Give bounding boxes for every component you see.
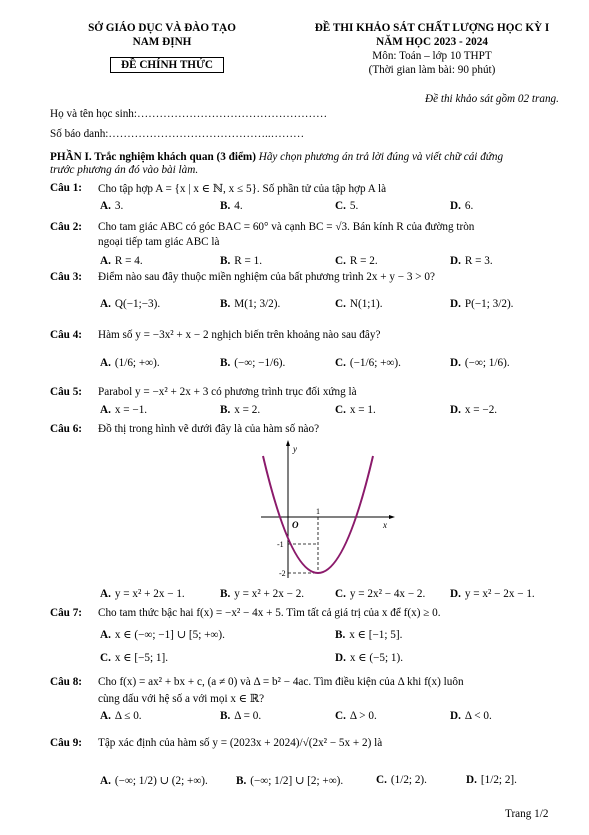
q7-number: Câu 7:: [50, 607, 83, 619]
student-id-field: Số báo danh:……………………………………..………: [50, 128, 305, 140]
q4-option-d: D. (−∞; 1/6).: [450, 357, 510, 369]
q7-option-d: D. x ∈ (−5; 1).: [335, 652, 404, 664]
q6-option-a: A. y = x² + 2x − 1.: [100, 588, 185, 600]
q8-option-c: C. Δ > 0.: [335, 710, 377, 722]
q4-text: Hàm số y = −3x² + x − 2 nghịch biến trên khoảng nào sau đây?: [98, 329, 381, 341]
q9-option-a: A. (−∞; 1/2) ∪ (2; +∞).: [100, 775, 208, 787]
page-number: Trang 1/2: [505, 808, 549, 820]
q2-option-c: C. R = 2.: [335, 255, 378, 267]
q7-option-a: A. x ∈ (−∞; −1] ∪ [5; +∞).: [100, 629, 225, 641]
x-axis-arrow: [389, 515, 395, 519]
q3-option-c: C. N(1;1).: [335, 298, 383, 310]
q6-option-d: D. y = x² − 2x − 1.: [450, 588, 535, 600]
q8-number: Câu 8:: [50, 676, 83, 688]
part1-title: PHẦN I. Trắc nghiệm khách quan (3 điểm): [50, 151, 256, 163]
q2-option-d: D. R = 3.: [450, 255, 493, 267]
q3-number: Câu 3:: [50, 271, 83, 283]
x-label: x: [383, 520, 387, 530]
q1-text: Cho tập hợp A = {x | x ∈ ℕ, x ≤ 5}. Số phần tử của tập hợp A là: [98, 183, 387, 195]
q5-text: Parabol y = −x² + 2x + 3 có phương trình trục đối xứng là: [98, 386, 357, 398]
q5-option-a: A. x = −1.: [100, 404, 148, 416]
q3-text: Điểm nào sau đây thuộc miền nghiệm của bất phương trình 2x + y − 3 > 0?: [98, 271, 435, 283]
tick-x1: 1: [316, 507, 320, 516]
part1-heading: [50, 151, 560, 164]
origin-label: O: [292, 520, 299, 530]
q7-option-b: B. x ∈ [−1; 5].: [335, 629, 403, 641]
q3-option-d: D. P(−1; 3/2).: [450, 298, 514, 310]
q8-option-a: A. Δ ≤ 0.: [100, 710, 142, 722]
q1-option-b: B. 4.: [220, 200, 243, 212]
q1-option-c: C. 5.: [335, 200, 359, 212]
q5-number: Câu 5:: [50, 386, 83, 398]
tick-y-minus2: -2: [279, 569, 286, 578]
part1-instruction-b: trước phương án đó vào bài làm.: [50, 164, 199, 176]
q2-number: Câu 2:: [50, 221, 83, 233]
q8-text: Cho f(x) = ax² + bx + c, (a ≠ 0) và Δ = b² − 4ac. Tìm điều kiện của Δ khi f(x) luôn: [98, 676, 464, 688]
q5-option-c: C. x = 1.: [335, 404, 376, 416]
q8-text-cont: cùng dấu với hệ số a với mọi x ∈ ℝ?: [98, 693, 265, 705]
q9-option-b: B. (−∞; 1/2] ∪ [2; +∞).: [236, 775, 344, 787]
province-name: NAM ĐỊNH: [132, 36, 192, 48]
parabola-graph: [255, 438, 400, 583]
q2-option-a: A. R = 4.: [100, 255, 143, 267]
subject-line: Môn: Toán – lớp 10 THPT: [372, 50, 492, 62]
q8-option-b: B. Δ = 0.: [220, 710, 262, 722]
y-label: y: [293, 444, 297, 454]
q2-option-b: B. R = 1.: [220, 255, 263, 267]
pages-note: Đề thi khảo sát gồm 02 trang.: [425, 93, 559, 105]
dept-name: SỞ GIÁO DỤC VÀ ĐÀO TẠO: [88, 22, 236, 34]
q1-option-d: D. 6.: [450, 200, 474, 212]
q1-option-a: A. 3.: [100, 200, 124, 212]
q6-option-b: B. y = x² + 2x − 2.: [220, 588, 305, 600]
q4-option-b: B. (−∞; −1/6).: [220, 357, 286, 369]
q2-text: Cho tam giác ABC có góc BAC = 60° và cạnh BC = √3. Bán kính R của đường tròn: [98, 221, 475, 233]
q4-number: Câu 4:: [50, 329, 83, 341]
q3-option-a: A. Q(−1;−3).: [100, 298, 161, 310]
q7-option-c: C. x ∈ [−5; 1].: [100, 652, 169, 664]
part1-instruction-a: Hãy chọn phương án trả lời đúng và viết chữ cái đứng: [255, 151, 504, 163]
q7-text: Cho tam thức bậc hai f(x) = −x² − 4x + 5. Tìm tất cả giá trị của x để f(x) ≥ 0.: [98, 607, 441, 619]
time-line: (Thời gian làm bài: 90 phút): [368, 64, 496, 76]
q9-number: Câu 9:: [50, 737, 83, 749]
q4-option-a: A. (1/6; +∞).: [100, 357, 160, 369]
school-year: NĂM HỌC 2023 - 2024: [376, 36, 488, 48]
q6-option-c: C. y = 2x² − 4x − 2.: [335, 588, 426, 600]
q8-option-d: D. Δ < 0.: [450, 710, 492, 722]
q9-option-d: D. [1/2; 2].: [466, 774, 517, 786]
q6-number: Câu 6:: [50, 423, 83, 435]
q9-text: Tập xác định của hàm số y = (2023x + 2024)/√(2x² − 5x + 2) là: [98, 737, 383, 749]
q9-option-c: C. (1/2; 2).: [376, 774, 427, 786]
q5-option-b: B. x = 2.: [220, 404, 261, 416]
q3-option-b: B. M(1; 3/2).: [220, 298, 281, 310]
exam-title: ĐỀ THI KHẢO SÁT CHẤT LƯỢNG HỌC KỲ I: [314, 22, 550, 34]
q1-number: Câu 1:: [50, 182, 83, 194]
q4-option-c: C. (−1/6; +∞).: [335, 357, 401, 369]
tick-y-minus1: -1: [277, 540, 284, 549]
q6-text: Đồ thị trong hình vẽ dưới đây là của hàm số nào?: [98, 423, 320, 435]
student-name-field: Họ và tên học sinh:……………………………………………: [50, 108, 328, 120]
official-badge: ĐỀ CHÍNH THỨC: [110, 57, 224, 73]
q2-text-cont: ngoại tiếp tam giác ABC là: [98, 236, 220, 248]
q5-option-d: D. x = −2.: [450, 404, 498, 416]
y-axis-arrow: [286, 440, 290, 446]
